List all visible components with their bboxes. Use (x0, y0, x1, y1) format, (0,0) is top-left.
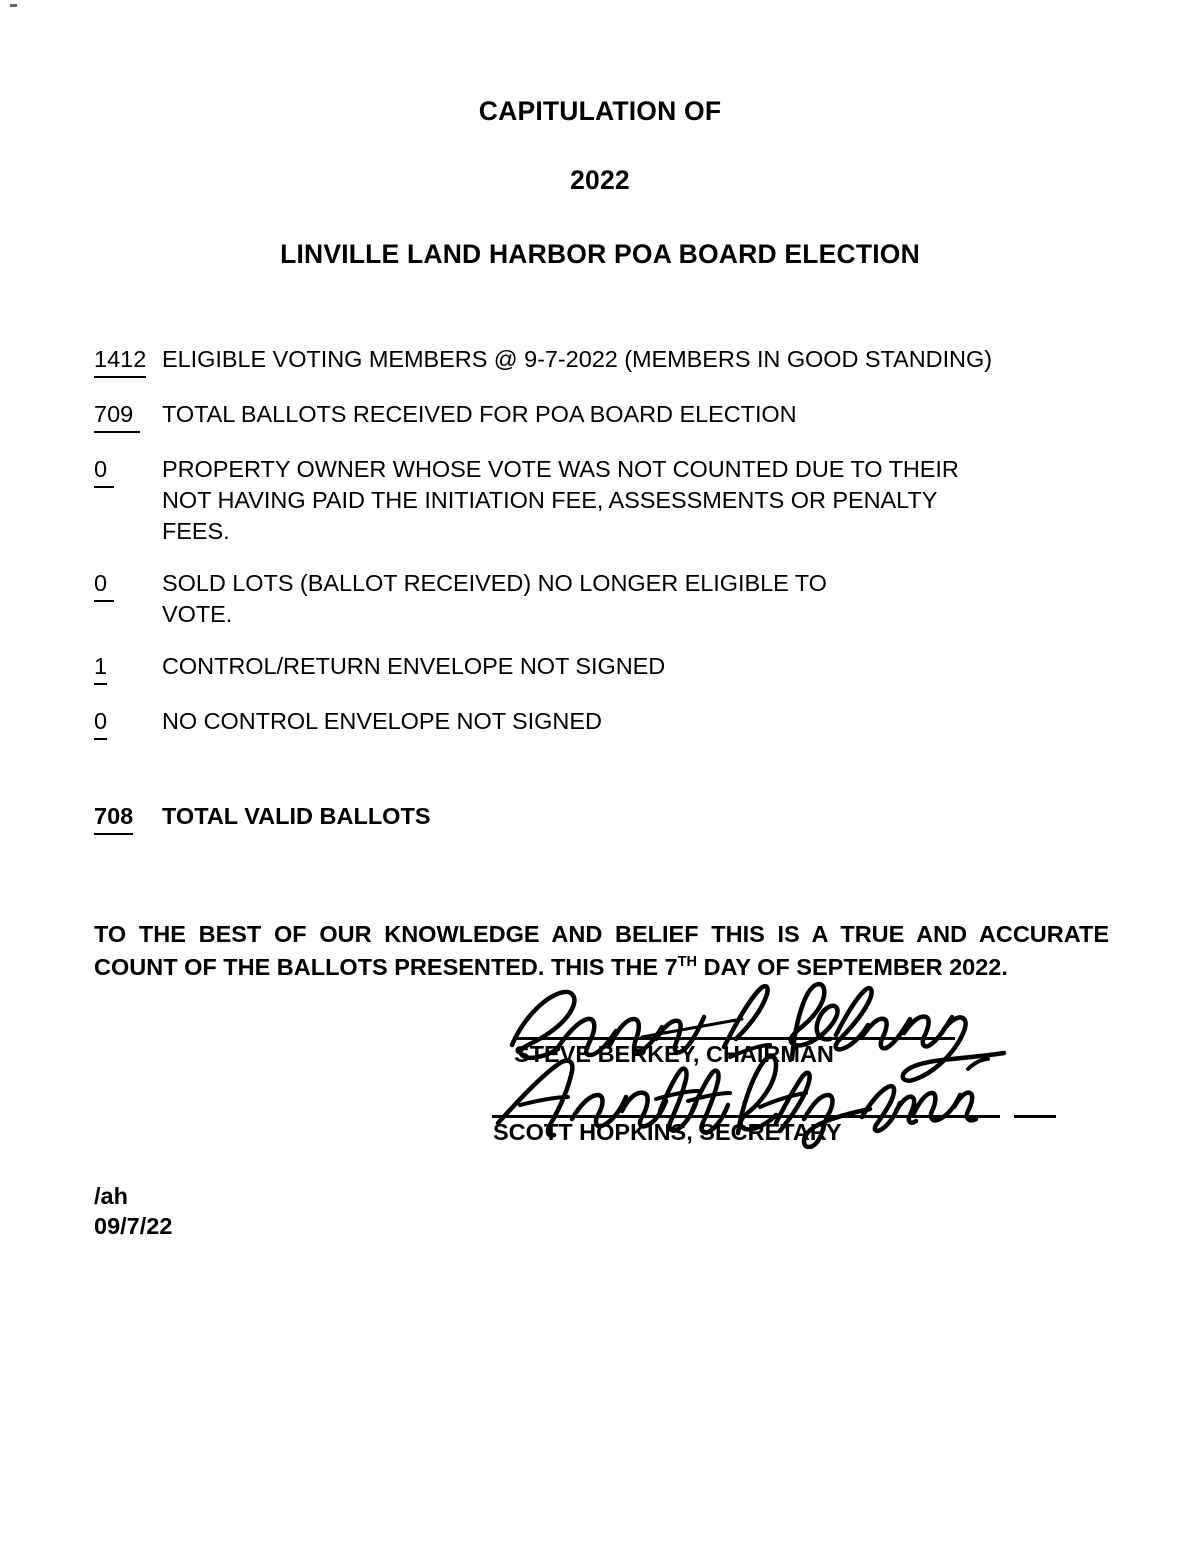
tally-description-line: NO CONTROL ENVELOPE NOT SIGNED (162, 708, 602, 735)
tally-count (94, 706, 162, 740)
tally-description-line: CONTROL/RETURN ENVELOPE NOT SIGNED (162, 653, 666, 680)
tally-item (94, 454, 1106, 547)
tally-count (94, 344, 162, 378)
tally-count (94, 399, 162, 433)
tally-description (162, 651, 1106, 682)
heading-capitulation: CAPITULATION OF (478, 96, 722, 126)
tally-count-value: 709 (94, 399, 140, 433)
tally-description (162, 344, 1106, 375)
tally-item (94, 344, 1106, 378)
tally-description-line: FEES. (162, 518, 230, 545)
attestation-line-2-before: COUNT OF THE BALLOTS PRESENTED. THIS THE 7 (94, 954, 678, 981)
attestation-line-1: TO THE BEST OF OUR KNOWLEDGE AND BELIEF THIS IS A TRUE AND ACCURATE (94, 921, 1109, 948)
heading-year: 2022 (570, 164, 630, 195)
signature-ink-chairman (492, 973, 1012, 1088)
tally-count (94, 568, 162, 602)
attestation-line-2 (94, 952, 1109, 983)
tally-count-value: 0 (94, 454, 114, 488)
tally-item (94, 399, 1106, 433)
attestation-statement (94, 919, 1109, 983)
scan-artifact-speck (10, 4, 17, 7)
tally-item (94, 651, 1106, 685)
tally-description-line: TOTAL BALLOTS RECEIVED FOR POA BOARD ELECTION (162, 401, 797, 428)
tally-count-value: 0 (94, 706, 107, 740)
tally-description-line: ELIGIBLE VOTING MEMBERS @ 9-7-2022 (MEMBERS IN GOOD STANDING) (162, 346, 992, 373)
document-footer (94, 1181, 1106, 1241)
footer-initials: /ah (94, 1183, 128, 1210)
tally-description (162, 454, 1106, 547)
signature-rule-secretary-extension (1014, 1115, 1056, 1117)
document-headings (94, 96, 1106, 270)
tally-item (94, 706, 1106, 740)
attestation-line-2-after: DAY OF SEPTEMBER 2022. (697, 954, 1008, 981)
total-valid-ballots-label: TOTAL VALID BALLOTS (162, 803, 431, 830)
tally-item (94, 568, 1106, 630)
tally-count-value: 1 (94, 651, 107, 685)
ballot-tally-list (94, 344, 1106, 740)
tally-description-line: SOLD LOTS (BALLOT RECEIVED) NO LONGER ELIGIBLE TO (162, 570, 827, 597)
signature-name-chairman: STEVE BERKEY, CHAIRMAN (514, 1041, 834, 1068)
footer-date: 09/7/22 (94, 1213, 173, 1240)
attestation-ordinal-suffix: TH (677, 954, 698, 971)
tally-count-value: 0 (94, 568, 114, 602)
heading-election-title: LINVILLE LAND HARBOR POA BOARD ELECTION (280, 238, 920, 269)
signature-section (94, 997, 1106, 1147)
tally-description-line: PROPERTY OWNER WHOSE VOTE WAS NOT COUNTED DUE TO THEIR (162, 456, 959, 483)
tally-description (162, 568, 1106, 630)
tally-description-line: VOTE. (162, 601, 233, 628)
total-valid-ballots-count (94, 801, 162, 835)
tally-count (94, 454, 162, 488)
tally-count (94, 651, 162, 685)
signature-name-secretary: SCOTT HOPKINS, SECRETARY (493, 1119, 842, 1146)
tally-description-line: NOT HAVING PAID THE INITIATION FEE, ASSESSMENTS OR PENALTY (162, 487, 938, 514)
document-content (94, 96, 1109, 1241)
total-valid-ballots-value: 708 (94, 801, 133, 835)
total-valid-ballots-row (94, 801, 1106, 835)
tally-count-value: 1412 (94, 344, 146, 378)
tally-description (162, 706, 1106, 737)
tally-description (162, 399, 1106, 430)
